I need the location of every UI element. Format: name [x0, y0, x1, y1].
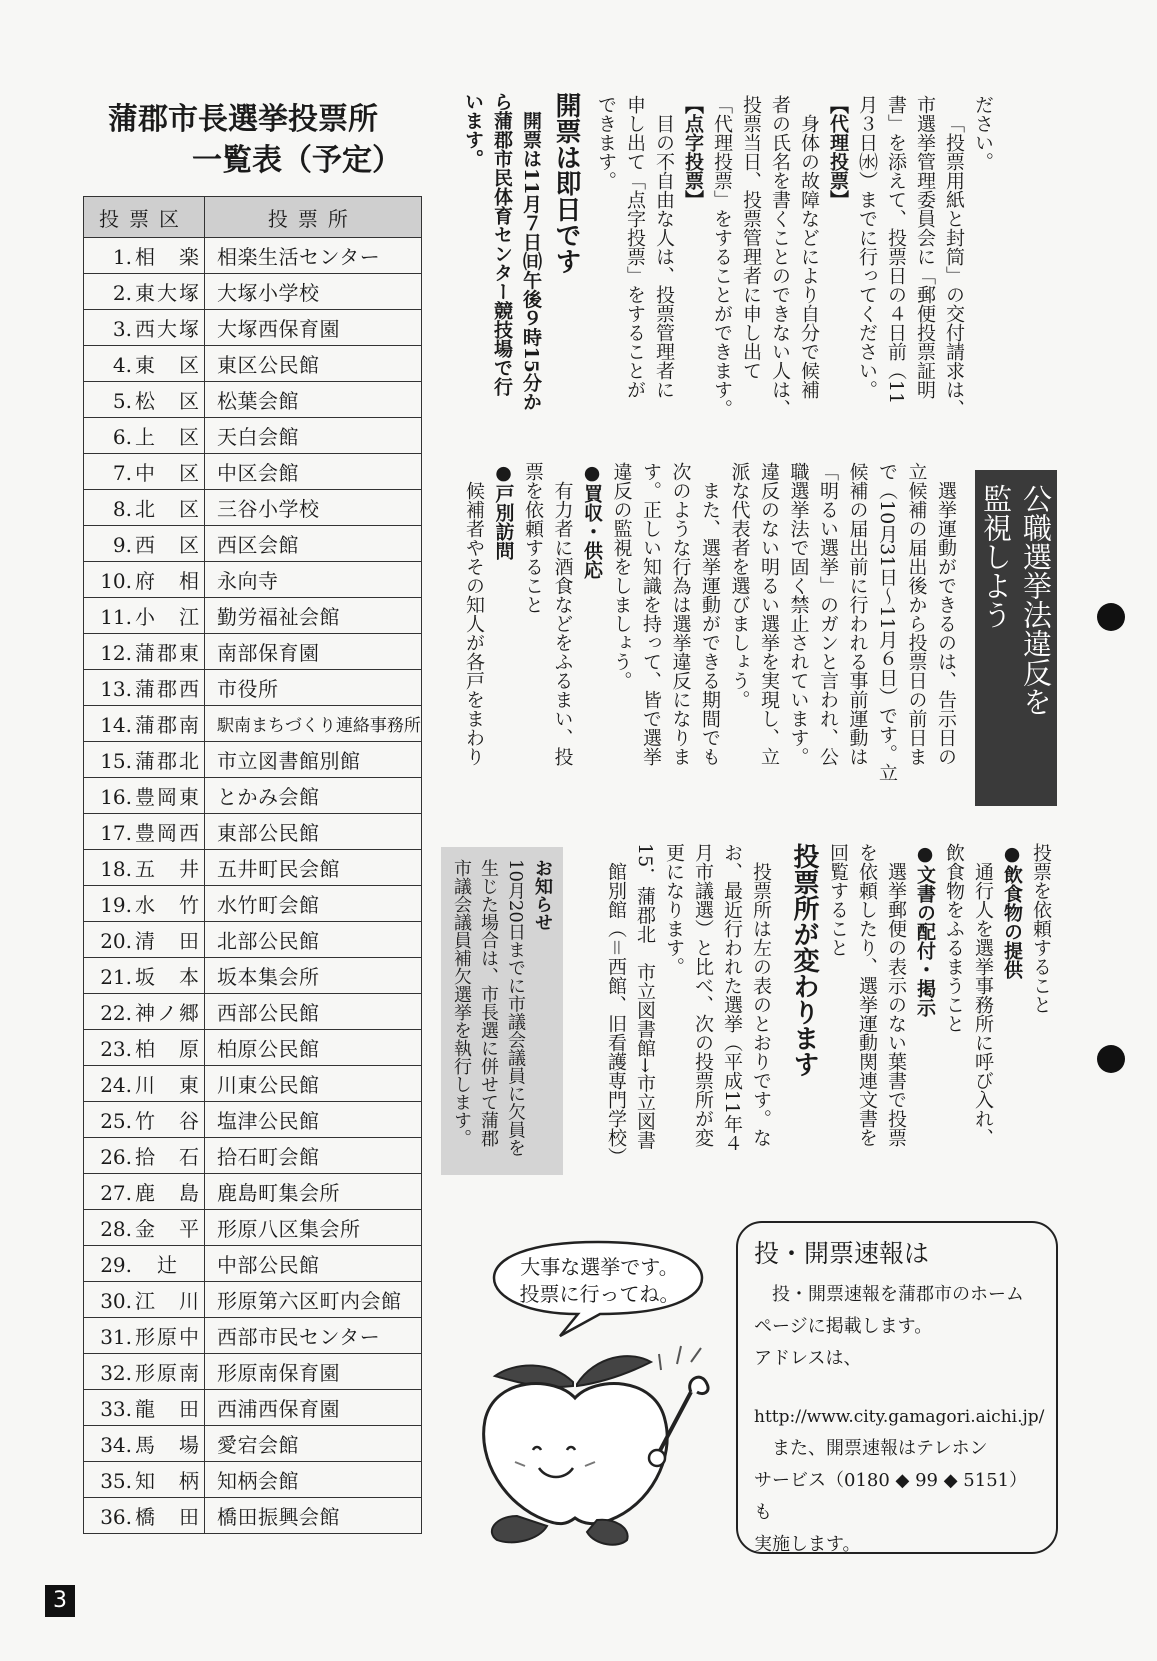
text-line: 有力者に酒食などをふるまい、投 [551, 481, 574, 766]
table-header-row [84, 197, 422, 238]
district-number: 13. [100, 677, 132, 701]
text-line: 市選挙管理委員会に「郵便投票証明 [914, 95, 936, 399]
table-row [84, 562, 422, 598]
text-line: 15．蒲郡北 市立図書館→市立図書 [634, 843, 656, 1150]
text-line: で（10月31日〜11月６日）です。立 [876, 462, 898, 782]
table-row [84, 526, 422, 562]
district-number: 22. [100, 1001, 132, 1025]
district-cell [84, 994, 205, 1030]
table-row [84, 1066, 422, 1102]
district-number: 9. [112, 533, 132, 557]
district-cell [84, 1462, 205, 1498]
district-cell [84, 634, 205, 670]
district-number: 12. [100, 641, 132, 665]
text-line: 選挙郵便の表示のない葉書で投票 [885, 862, 907, 1147]
table-row [84, 1318, 422, 1354]
text-line: 月市議選）と比べ、次の投票所が変 [692, 843, 714, 1147]
table-row [84, 1282, 422, 1318]
text-line: 開票は11月７日㈰午後９時15分か [520, 111, 542, 411]
results-line-4: また、開票速報はテレホン [772, 1438, 988, 1459]
text-line: す。正しい知識を持って、皆で選挙 [640, 462, 662, 766]
text-line: 市議会議員補欠選挙を執行します。 [451, 859, 472, 1147]
polling-place-cell: 拾石町会館 [205, 1138, 422, 1174]
violation-documents: ●文書の配付・掲示 [914, 843, 936, 1017]
text-line: 目の不自由な人は、投票管理者に [653, 114, 675, 399]
district-cell [84, 1138, 205, 1174]
district-name: 蒲郡南 [135, 713, 201, 737]
text-line: ださい。 [972, 95, 994, 171]
polling-place-cell: 大塚西保育園 [205, 310, 422, 346]
polling-place-cell: 大塚小学校 [205, 274, 422, 310]
table-row [84, 1102, 422, 1138]
district-number: 29. [100, 1253, 132, 1277]
district-number: 34. [100, 1433, 132, 1457]
table-row [84, 1246, 422, 1282]
text-line: 選挙運動ができるのは、告示日の [935, 481, 957, 766]
table-row [84, 886, 422, 922]
district-number: 30. [100, 1289, 132, 1313]
district-cell [84, 706, 205, 742]
district-name: 龍 田 [135, 1397, 201, 1421]
district-number: 25. [100, 1109, 132, 1133]
text-line: 候補の届出前に行われる事前運動は [846, 462, 869, 766]
monitor-body-column [450, 462, 960, 814]
text-line: お、最近行われた選挙（平成11年４ [721, 843, 743, 1153]
table-row [84, 994, 422, 1030]
district-number: 16. [100, 785, 132, 809]
text-line: 投票当日、投票管理者に申し出て [740, 95, 762, 380]
district-name: 柏 原 [135, 1037, 201, 1061]
polling-place-cell: 西区会館 [205, 526, 422, 562]
binder-hole [1097, 1045, 1125, 1073]
district-name: 府 相 [135, 569, 201, 593]
text-line: 飲食物をふるまうこと [943, 843, 965, 1033]
polling-place-cell: 東区公民館 [205, 346, 422, 382]
monitor-heading [976, 484, 1056, 806]
polling-place-cell: とかみ会館 [205, 778, 422, 814]
district-number: 11. [100, 605, 132, 629]
notice-heading: お知らせ [532, 859, 553, 931]
proxy-voting-column [591, 95, 997, 425]
district-name: 形原中 [135, 1325, 201, 1349]
text-line: 立候補の届出後から投票日の前日ま [905, 462, 928, 766]
header-district: 投票区 [84, 197, 205, 238]
district-name: 西大塚 [135, 317, 201, 341]
polling-place-cell: 北部公民館 [205, 922, 422, 958]
district-number: 19. [100, 893, 132, 917]
district-name: 東大塚 [135, 281, 201, 305]
polling-place-cell: 相楽生活センター [205, 238, 422, 274]
results-line-1: 投・開票速報を蒲郡市のホーム [772, 1284, 1024, 1305]
district-cell [84, 1102, 205, 1138]
polling-place-cell: 橋田振興会館 [205, 1498, 422, 1534]
district-number: 36. [100, 1505, 132, 1529]
text-line: 館別館（＝西館、旧看護専門学校） [605, 862, 627, 1167]
violation-bribery: ●買収・供応 [581, 462, 603, 579]
district-cell [84, 1354, 205, 1390]
polling-place-cell: 形原八区集会所 [205, 1210, 422, 1246]
district-cell [84, 238, 205, 274]
text-line: また、選挙運動ができる期間でも [699, 481, 721, 766]
table-row [84, 1498, 422, 1534]
polling-place-cell: 市役所 [205, 670, 422, 706]
text-line: 書」を添えて、投票日の４日前（11 [885, 95, 907, 405]
district-name: 蒲郡北 [135, 749, 201, 773]
district-number: 28. [100, 1217, 132, 1241]
district-cell [84, 886, 205, 922]
district-number: 18. [100, 857, 132, 881]
district-name: 鹿 島 [135, 1181, 201, 1205]
text-line: 職選挙法で固く禁止されています。 [787, 462, 810, 766]
page-number: 3 [45, 1585, 75, 1617]
violation-door-to-door: ●戸別訪問 [492, 462, 515, 560]
district-name: 蒲郡東 [135, 641, 201, 665]
table-row [84, 1390, 422, 1426]
district-name: 五 井 [135, 857, 201, 881]
polling-place-cell: 西浦西保育園 [205, 1390, 422, 1426]
district-number: 8. [112, 497, 132, 521]
district-number: 15. [100, 749, 132, 773]
polling-change-heading: 投票所が変わります [789, 843, 819, 1077]
polling-station-table [83, 196, 422, 1534]
binder-hole [1097, 603, 1125, 631]
title-line-2: 一覧表（予定） [192, 142, 402, 178]
district-name: 西 区 [135, 533, 201, 557]
district-name: 豊岡西 [135, 821, 201, 845]
subheading-braille: 【点字投票】 [682, 95, 704, 209]
results-line-6: 実施します。 [754, 1534, 861, 1555]
district-name: 知 柄 [135, 1469, 201, 1493]
results-info-box [736, 1221, 1058, 1554]
district-number: 4. [112, 353, 132, 377]
table-row [84, 382, 422, 418]
results-heading: 投・開票速報は [754, 1239, 930, 1268]
table-row [84, 814, 422, 850]
district-name: 形原南 [135, 1361, 201, 1385]
polling-place-cell: 鹿島町集会所 [205, 1174, 422, 1210]
district-name: 拾 石 [135, 1145, 201, 1169]
district-number: 5. [112, 389, 132, 413]
text-line: 身体の故障などにより自分で候補 [798, 114, 820, 399]
polling-place-cell: 愛宕会館 [205, 1426, 422, 1462]
district-name: 金 平 [135, 1217, 201, 1241]
table-row [84, 598, 422, 634]
polling-place-cell: 天白会館 [205, 418, 422, 454]
polling-place-cell: 勤労福祉会館 [205, 598, 422, 634]
table-row [84, 958, 422, 994]
district-cell [84, 1174, 205, 1210]
table-body [84, 238, 422, 1534]
district-cell [84, 526, 205, 562]
district-cell [84, 346, 205, 382]
district-number: 33. [100, 1397, 132, 1421]
table-row [84, 1138, 422, 1174]
table-row [84, 778, 422, 814]
results-line-2: ページに掲載します。 [754, 1316, 933, 1337]
text-line: 「明るい選挙」のガンと言われ、公 [817, 462, 839, 766]
text-line: 者の氏名を書くことのできない人は、 [769, 95, 791, 418]
district-number: 35. [100, 1469, 132, 1493]
district-name: 水 竹 [135, 893, 201, 917]
district-cell [84, 1210, 205, 1246]
district-number: 7. [112, 461, 132, 485]
table-row [84, 1426, 422, 1462]
title-line-1: 蒲郡市長選挙投票所 [108, 102, 378, 137]
text-line: 通行人を選挙事務所に呼び入れ、 [972, 862, 994, 1147]
district-name: 松 区 [135, 389, 201, 413]
results-line-3: アドレスは、 [754, 1348, 862, 1369]
district-cell [84, 382, 205, 418]
polling-place-cell: 市立図書館別館 [205, 742, 422, 778]
header-place: 投票所 [205, 197, 422, 238]
table-row [84, 1462, 422, 1498]
district-name: 相 楽 [135, 245, 201, 269]
district-number: 10. [100, 569, 132, 593]
text-line: 次のような行為は選挙違反になりま [669, 462, 692, 766]
text-line: 回覧すること [827, 843, 849, 957]
district-number: 2. [112, 281, 132, 305]
district-name: 辻 [157, 1253, 179, 1277]
district-cell [84, 1498, 205, 1534]
text-line: を依頼したり、選挙運動関連文書を [856, 843, 878, 1147]
counting-section [458, 92, 580, 492]
monitor-heading-line-1: 公職選挙法違反を [1019, 484, 1053, 716]
notice-box [441, 847, 563, 1175]
district-cell [84, 310, 205, 346]
polling-place-cell: 三谷小学校 [205, 490, 422, 526]
table-row [84, 1030, 422, 1066]
district-name: 蒲郡西 [135, 677, 201, 701]
district-number: 23. [100, 1037, 132, 1061]
text-line: 申し出て「点字投票」をすることが [624, 95, 646, 399]
district-cell [84, 598, 205, 634]
district-cell [84, 1426, 205, 1462]
district-cell [84, 1282, 205, 1318]
district-cell [84, 454, 205, 490]
district-name: 川 東 [135, 1073, 201, 1097]
district-number: 32. [100, 1361, 132, 1385]
district-cell [84, 1318, 205, 1354]
table-row [84, 922, 422, 958]
monitor-heading-line-2: 監視しよう [979, 484, 1013, 629]
page-title [100, 100, 430, 181]
district-number: 1. [112, 245, 132, 269]
text-line: 違反のない明るい選挙を実現し、立 [758, 462, 780, 766]
speech-line-2: 投票に行ってね。 [519, 1282, 680, 1306]
table-row [84, 742, 422, 778]
district-name: 東 区 [135, 353, 201, 377]
speech-line-1: 大事な選挙です。 [520, 1255, 679, 1279]
polling-place-cell: 形原第六区町内会館 [205, 1282, 422, 1318]
text-line: 10月20日までに市議会議員に欠員を [505, 859, 526, 1157]
district-cell [84, 418, 205, 454]
polling-place-cell: 川東公民館 [205, 1066, 422, 1102]
violation-food: ●飲食物の提供 [1001, 843, 1023, 979]
district-name: 神ノ郷 [135, 1001, 201, 1025]
table-row [84, 490, 422, 526]
table-row [84, 454, 422, 490]
district-number: 3. [112, 317, 132, 341]
text-line: 派な代表者を選びましょう。 [728, 462, 751, 709]
district-cell [84, 490, 205, 526]
district-cell [84, 850, 205, 886]
district-name: 中 区 [135, 461, 201, 485]
subheading-proxy: 【代理投票】 [827, 95, 849, 209]
polling-place-cell: 松葉会館 [205, 382, 422, 418]
polling-place-cell: 永向寺 [205, 562, 422, 598]
polling-place-cell: 南部保育園 [205, 634, 422, 670]
district-name: 坂 本 [135, 965, 201, 989]
polling-place-cell: 中部公民館 [205, 1246, 422, 1282]
table-row [84, 346, 422, 382]
district-number: 20. [100, 929, 132, 953]
district-cell [84, 1066, 205, 1102]
district-name: 橋 田 [135, 1505, 201, 1529]
district-name: 清 田 [135, 929, 201, 953]
notice-text [448, 859, 556, 1169]
polling-change-column [600, 843, 1055, 1173]
table-row [84, 1174, 422, 1210]
text-line: 「投票用紙と封筒」の交付請求は、 [943, 114, 965, 418]
district-cell [84, 922, 205, 958]
table-row [84, 1210, 422, 1246]
district-name: 北 区 [135, 497, 201, 521]
district-name: 馬 場 [135, 1433, 201, 1457]
polling-place-cell: 駅南まちづくり連絡事務所 [205, 706, 422, 742]
district-number: 17. [100, 821, 132, 845]
monitor-heading-box [975, 470, 1057, 806]
district-cell [84, 1246, 205, 1282]
polling-place-cell: 五井町民会館 [205, 850, 422, 886]
text-line: 投票所は左の表のとおりです。な [750, 862, 772, 1147]
district-cell [84, 1030, 205, 1066]
district-name: 小 江 [135, 605, 201, 629]
table-row [84, 706, 422, 742]
text-line: 更になります。 [663, 843, 685, 976]
district-cell [84, 778, 205, 814]
speech-text [512, 1254, 687, 1308]
apple-mascot-illustration [455, 1340, 715, 1570]
text-line: 違反の監視をしましょう。 [610, 462, 633, 690]
district-name: 上 区 [135, 425, 201, 449]
district-number: 27. [100, 1181, 132, 1205]
text-line: できます。 [595, 95, 617, 190]
polling-place-cell: 形原南保育園 [205, 1354, 422, 1390]
polling-place-cell: 坂本集会所 [205, 958, 422, 994]
text-line: います。 [462, 92, 484, 168]
polling-place-cell: 西部公民館 [205, 994, 422, 1030]
district-cell [84, 274, 205, 310]
district-cell [84, 814, 205, 850]
polling-place-cell: 水竹町会館 [205, 886, 422, 922]
text-line: 「代理投票」をすることができます。 [711, 95, 733, 418]
district-number: 26. [100, 1145, 132, 1169]
text-line: ら蒲郡市民体育センター競技場で行 [491, 92, 513, 396]
text-line: 候補者やその知人が各戸をまわり [463, 481, 485, 766]
text-line: 月３日㈬）までに行ってください。 [856, 95, 878, 399]
homepage-url: http://www.city.gamagori.aichi.jp/ [754, 1407, 1045, 1427]
table-row [84, 274, 422, 310]
polling-place-cell: 塩津公民館 [205, 1102, 422, 1138]
district-cell [84, 958, 205, 994]
district-number: 31. [100, 1325, 132, 1349]
polling-place-cell: 柏原公民館 [205, 1030, 422, 1066]
district-number: 21. [100, 965, 132, 989]
district-name: 江 川 [135, 1289, 201, 1313]
polling-place-cell: 東部公民館 [205, 814, 422, 850]
table-row [84, 418, 422, 454]
table-row [84, 634, 422, 670]
text-line: 票を依頼すること [522, 462, 544, 614]
text-line: 生じた場合は、市長選に併せて蒲郡 [478, 859, 499, 1147]
district-number: 14. [100, 713, 132, 737]
district-number: 24. [100, 1073, 132, 1097]
district-cell [84, 742, 205, 778]
table-row [84, 1354, 422, 1390]
district-cell [84, 670, 205, 706]
table-row [84, 850, 422, 886]
district-cell [84, 562, 205, 598]
text-line: 投票を依頼すること [1030, 843, 1052, 1014]
table-row [84, 238, 422, 274]
polling-place-cell: 中区会館 [205, 454, 422, 490]
counting-heading: 開票は即日です [551, 92, 581, 274]
polling-place-cell: 西部市民センター [205, 1318, 422, 1354]
district-name: 豊岡東 [135, 785, 201, 809]
district-cell [84, 1390, 205, 1426]
district-name: 竹 谷 [135, 1109, 201, 1133]
table-row [84, 670, 422, 706]
polling-place-cell: 知柄会館 [205, 1462, 422, 1498]
table-row [84, 310, 422, 346]
results-line-5: サービス（0180 ◆ 99 ◆ 5151）も [754, 1470, 1028, 1523]
district-number: 6. [112, 425, 132, 449]
